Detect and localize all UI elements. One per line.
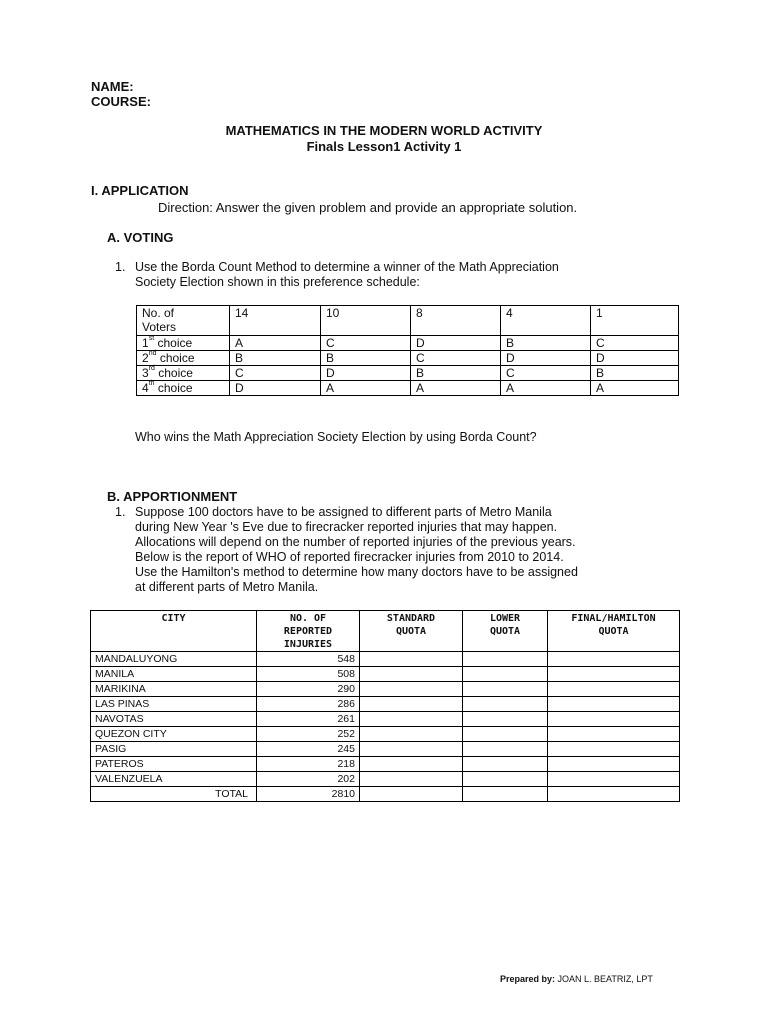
document-title: MATHEMATICS IN THE MODERN WORLD ACTIVITY [225, 123, 543, 138]
choice-cell: B [411, 366, 501, 381]
choice-row [137, 381, 679, 396]
choice-cell: D [321, 366, 411, 381]
column-header-final-quota: FINAL/HAMILTON QUOTA [548, 611, 680, 652]
lower-quota-cell [463, 712, 548, 727]
standard-quota-cell [360, 787, 463, 802]
final-quota-cell [548, 727, 680, 742]
voters-count: 4 [501, 306, 591, 336]
standard-quota-cell [360, 682, 463, 697]
voting-heading: A. VOTING [107, 230, 174, 245]
preference-schedule-table [136, 305, 679, 396]
choice-cell: A [230, 336, 321, 351]
voters-header-line-1: No. of [142, 306, 175, 320]
apportionment-item-number: 1. [115, 505, 126, 519]
injuries-cell: 548 [257, 652, 360, 667]
total-row [91, 787, 680, 802]
choice-cell: A [501, 381, 591, 396]
final-quota-cell [548, 772, 680, 787]
table-row [91, 712, 680, 727]
voting-problem-line-1: Use the Borda Count Method to determine a winner of the Math Appreciation [135, 260, 559, 274]
section-heading-application: I. APPLICATION [91, 183, 189, 198]
total-label: TOTAL [91, 787, 257, 802]
choice-cell: D [230, 381, 321, 396]
choice-label: 3rd choice [137, 366, 230, 381]
choice-label: 4th choice [137, 381, 230, 396]
apportionment-problem-line: Allocations will depend on the number of reported injuries of the previous years. [135, 535, 576, 549]
column-header-standard-quota: STANDARD QUOTA [360, 611, 463, 652]
final-quota-cell [548, 712, 680, 727]
total-value: 2810 [257, 787, 360, 802]
standard-quota-cell [360, 667, 463, 682]
final-quota-cell [548, 787, 680, 802]
choice-cell: B [591, 366, 679, 381]
lower-quota-cell [463, 757, 548, 772]
injuries-table [90, 610, 680, 802]
injuries-cell: 290 [257, 682, 360, 697]
direction-text: Direction: Answer the given problem and provide an appropriate solution. [158, 200, 578, 215]
table-row [91, 727, 680, 742]
final-quota-cell [548, 667, 680, 682]
city-cell: MANILA [91, 667, 257, 682]
choice-label: 1st choice [137, 336, 230, 351]
choice-cell: B [230, 351, 321, 366]
voters-count: 1 [591, 306, 679, 336]
voting-item-number: 1. [115, 260, 126, 274]
column-header-lower-quota: LOWER QUOTA [463, 611, 548, 652]
choice-row [137, 336, 679, 351]
city-cell: MARIKINA [91, 682, 257, 697]
choice-cell: A [591, 381, 679, 396]
voters-count: 14 [230, 306, 321, 336]
final-quota-cell [548, 697, 680, 712]
voters-row [137, 306, 679, 336]
apportionment-problem-line: at different parts of Metro Manila. [135, 580, 319, 594]
prepared-by-name: JOAN L. BEATRIZ, LPT [555, 974, 653, 984]
injuries-cell: 202 [257, 772, 360, 787]
injuries-cell: 286 [257, 697, 360, 712]
city-cell: LAS PINAS [91, 697, 257, 712]
prepared-by [500, 974, 653, 984]
lower-quota-cell [463, 787, 548, 802]
choice-cell: C [230, 366, 321, 381]
name-label: NAME: [91, 79, 134, 94]
city-cell: PASIG [91, 742, 257, 757]
city-cell: VALENZUELA [91, 772, 257, 787]
column-header-city: CITY [91, 611, 257, 652]
column-header-injuries: NO. OF REPORTED INJURIES [257, 611, 360, 652]
choice-label: 2nd choice [137, 351, 230, 366]
prepared-by-label: Prepared by: [500, 974, 556, 984]
injuries-cell: 245 [257, 742, 360, 757]
injuries-cell: 218 [257, 757, 360, 772]
city-cell: NAVOTAS [91, 712, 257, 727]
choice-cell: A [321, 381, 411, 396]
final-quota-cell [548, 652, 680, 667]
table-row [91, 667, 680, 682]
voters-count: 8 [411, 306, 501, 336]
table-row [91, 652, 680, 667]
final-quota-cell [548, 757, 680, 772]
choice-cell: A [411, 381, 501, 396]
standard-quota-cell [360, 742, 463, 757]
choice-row [137, 366, 679, 381]
choice-cell: C [591, 336, 679, 351]
table-row [91, 697, 680, 712]
lower-quota-cell [463, 652, 548, 667]
choice-cell: D [501, 351, 591, 366]
standard-quota-cell [360, 757, 463, 772]
choice-cell: C [501, 366, 591, 381]
city-cell: MANDALUYONG [91, 652, 257, 667]
table-row [91, 757, 680, 772]
voters-header-line-2: Voters [142, 320, 177, 334]
table-row [91, 682, 680, 697]
choice-cell: D [591, 351, 679, 366]
choice-cell: B [321, 351, 411, 366]
choice-cell: B [501, 336, 591, 351]
standard-quota-cell [360, 652, 463, 667]
voting-question: Who wins the Math Appreciation Society Election by using Borda Count? [135, 430, 537, 444]
lower-quota-cell [463, 727, 548, 742]
standard-quota-cell [360, 712, 463, 727]
final-quota-cell [548, 682, 680, 697]
injuries-cell: 508 [257, 667, 360, 682]
choice-cell: C [321, 336, 411, 351]
document-subtitle: Finals Lesson1 Activity 1 [306, 139, 462, 154]
choice-cell: D [411, 336, 501, 351]
standard-quota-cell [360, 772, 463, 787]
city-cell: QUEZON CITY [91, 727, 257, 742]
table-header-row [91, 611, 680, 652]
city-cell: PATEROS [91, 757, 257, 772]
table-row [91, 742, 680, 757]
lower-quota-cell [463, 742, 548, 757]
apportionment-problem-line: Below is the report of WHO of reported firecracker injuries from 2010 to 2014. [135, 550, 564, 564]
injuries-cell: 252 [257, 727, 360, 742]
injuries-cell: 261 [257, 712, 360, 727]
voting-problem-line-2: Society Election shown in this preference schedule: [135, 275, 420, 289]
lower-quota-cell [463, 667, 548, 682]
apportionment-problem-line: during New Year 's Eve due to firecracker reported injuries that may happen. [135, 520, 558, 534]
choice-row [137, 351, 679, 366]
apportionment-problem-line: Use the Hamilton's method to determine how many doctors have to be assigned [135, 565, 578, 579]
lower-quota-cell [463, 697, 548, 712]
final-quota-cell [548, 742, 680, 757]
choice-cell: C [411, 351, 501, 366]
standard-quota-cell [360, 727, 463, 742]
lower-quota-cell [463, 682, 548, 697]
apportionment-problem-line: Suppose 100 doctors have to be assigned to different parts of Metro Manila [135, 505, 552, 519]
apportionment-heading: B. APPORTIONMENT [107, 489, 238, 504]
voters-count: 10 [321, 306, 411, 336]
standard-quota-cell [360, 697, 463, 712]
table-row [91, 772, 680, 787]
voters-header-cell [137, 306, 230, 336]
lower-quota-cell [463, 772, 548, 787]
course-label: COURSE: [91, 94, 151, 109]
